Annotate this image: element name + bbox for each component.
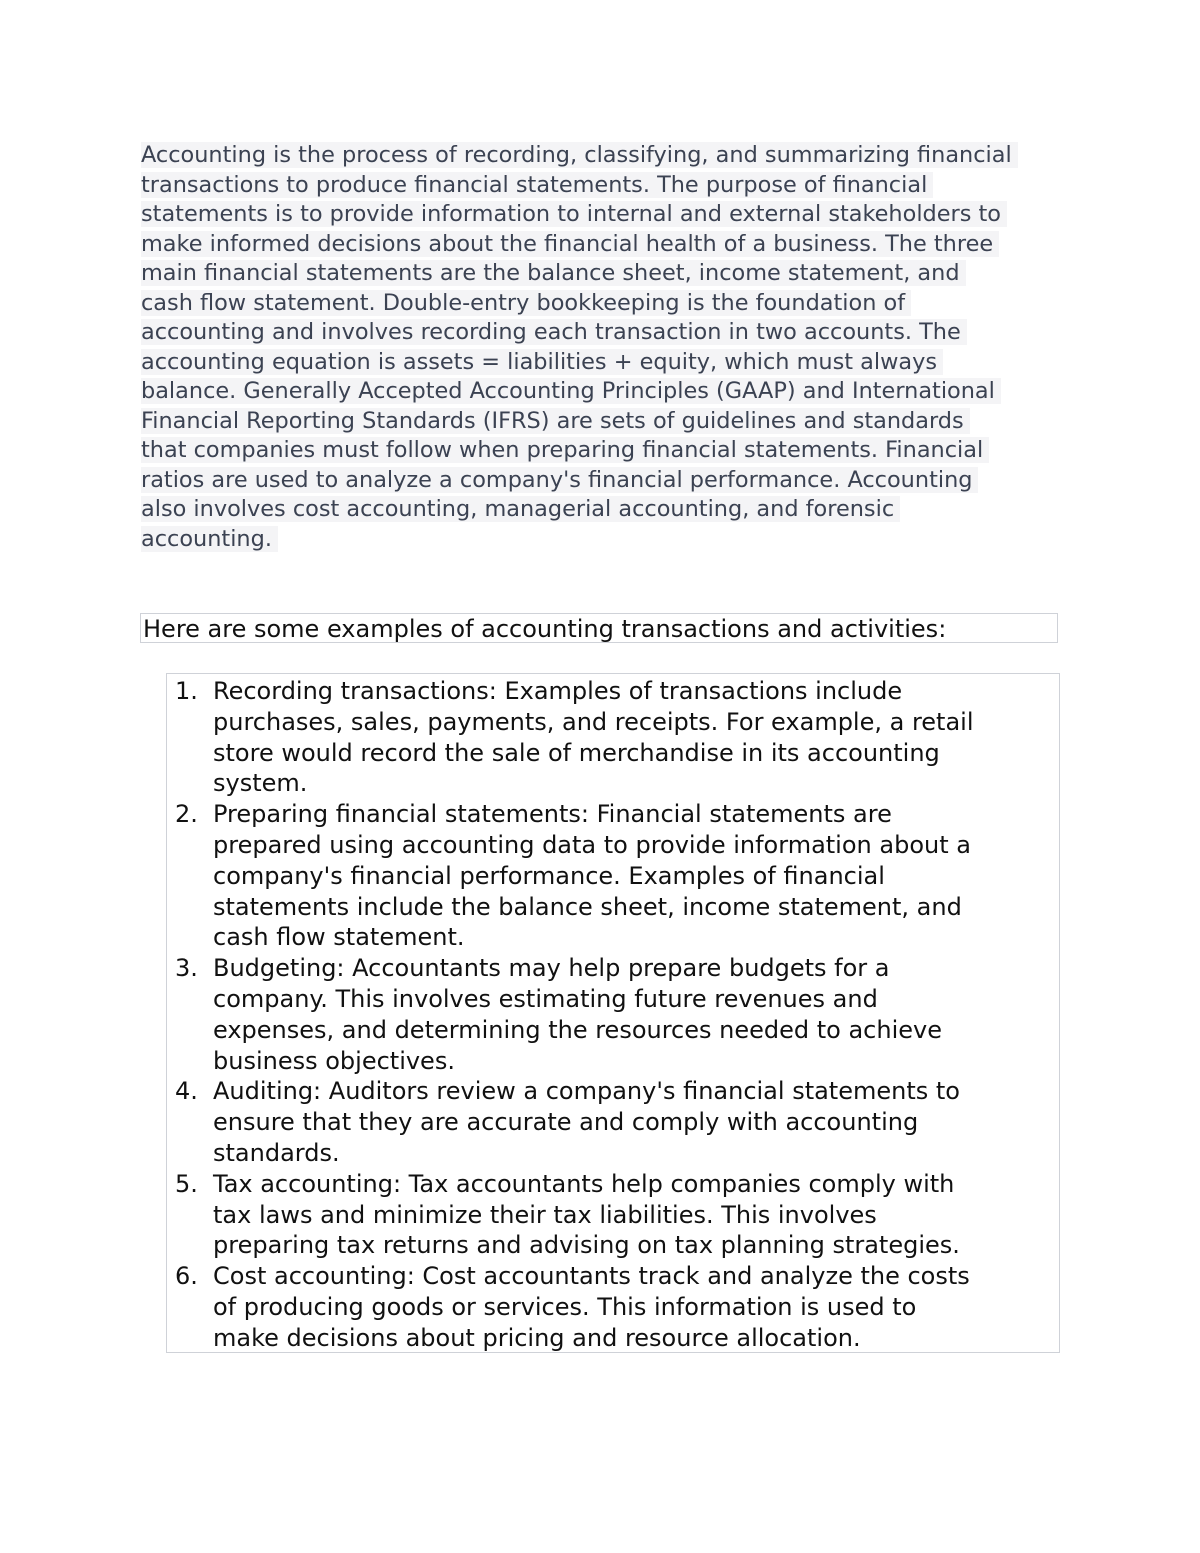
- list-item-line: Preparing financial statements: Financial statements are: [213, 800, 892, 829]
- list-item-line: statements include the balance sheet, income statement, and: [213, 892, 962, 921]
- list-item-line: expenses, and determining the resources needed to achieve: [213, 1015, 942, 1044]
- intro-line: make informed decisions about the financial health of a business. The three: [141, 230, 1061, 260]
- list-item-number: 4.: [175, 1077, 198, 1106]
- intro-line: cash flow statement. Double-entry bookkeeping is the foundation of: [141, 289, 1061, 319]
- list-item: [167, 799, 1059, 953]
- intro-line: main financial statements are the balance sheet, income statement, and: [141, 259, 1061, 289]
- list-item-line: purchases, sales, payments, and receipts. For example, a retail: [213, 707, 974, 736]
- list-item: [167, 953, 1059, 1076]
- list-item-line: cash flow statement.: [213, 923, 465, 952]
- examples-heading: Here are some examples of accounting transactions and activities:: [140, 613, 1058, 643]
- list-item-number: 6.: [175, 1262, 198, 1291]
- list-item-number: 1.: [175, 677, 198, 705]
- list-item-line: business objectives.: [213, 1046, 455, 1075]
- list-item-line: Cost accounting: Cost accountants track and analyze the costs: [213, 1262, 970, 1291]
- intro-line: ratios are used to analyze a company's financial performance. Accounting: [141, 466, 1061, 496]
- list-item-line: of producing goods or services. This information is used to: [213, 1292, 917, 1321]
- list-item-line: make decisions about pricing and resource allocation.: [213, 1323, 861, 1352]
- list-item-line: Auditing: Auditors review a company's financial statements to: [213, 1077, 960, 1106]
- list-item-line: Recording transactions: Examples of transactions include: [213, 677, 903, 705]
- list-item-line: Tax accounting: Tax accountants help companies comply with: [213, 1169, 955, 1198]
- list-item-number: 5.: [175, 1169, 198, 1198]
- list-item-line: preparing tax returns and advising on tax planning strategies.: [213, 1231, 960, 1260]
- list-item-line: company's financial performance. Examples of financial: [213, 861, 885, 890]
- list-item-line: company. This involves estimating future revenues and: [213, 984, 878, 1013]
- list-item: [167, 676, 1059, 799]
- list-item-line: prepared using accounting data to provide information about a: [213, 830, 971, 859]
- list-item-line: ensure that they are accurate and comply with accounting: [213, 1108, 919, 1137]
- list-item-number: 2.: [175, 800, 198, 829]
- intro-paragraph: [141, 141, 1061, 554]
- list-item-line: Budgeting: Accountants may help prepare budgets for a: [213, 954, 890, 983]
- intro-line: balance. Generally Accepted Accounting Principles (GAAP) and International: [141, 377, 1061, 407]
- intro-line: Financial Reporting Standards (IFRS) are sets of guidelines and standards: [141, 407, 1061, 437]
- intro-line: accounting equation is assets = liabilities + equity, which must always: [141, 348, 1061, 378]
- list-item-line: tax laws and minimize their tax liabilities. This involves: [213, 1200, 877, 1229]
- intro-line: that companies must follow when preparing financial statements. Financial: [141, 436, 1061, 466]
- list-item-line: system.: [213, 769, 308, 798]
- list-item-line: store would record the sale of merchandise in its accounting: [213, 738, 940, 767]
- list-item: [167, 1169, 1059, 1261]
- list-item: [167, 1076, 1059, 1168]
- list-item-line: standards.: [213, 1138, 340, 1167]
- intro-line: transactions to produce financial statements. The purpose of financial: [141, 171, 1061, 201]
- list-item: [167, 1261, 1059, 1353]
- intro-line: also involves cost accounting, managerial accounting, and forensic: [141, 495, 1061, 525]
- examples-list-box: [166, 673, 1060, 1353]
- intro-line: accounting and involves recording each transaction in two accounts. The: [141, 318, 1061, 348]
- list-item-number: 3.: [175, 954, 198, 983]
- intro-line: statements is to provide information to internal and external stakeholders to: [141, 200, 1061, 230]
- intro-line: Accounting is the process of recording, classifying, and summarizing financial: [141, 141, 1061, 171]
- examples-list: [167, 676, 1059, 1354]
- intro-line: accounting.: [141, 525, 1061, 555]
